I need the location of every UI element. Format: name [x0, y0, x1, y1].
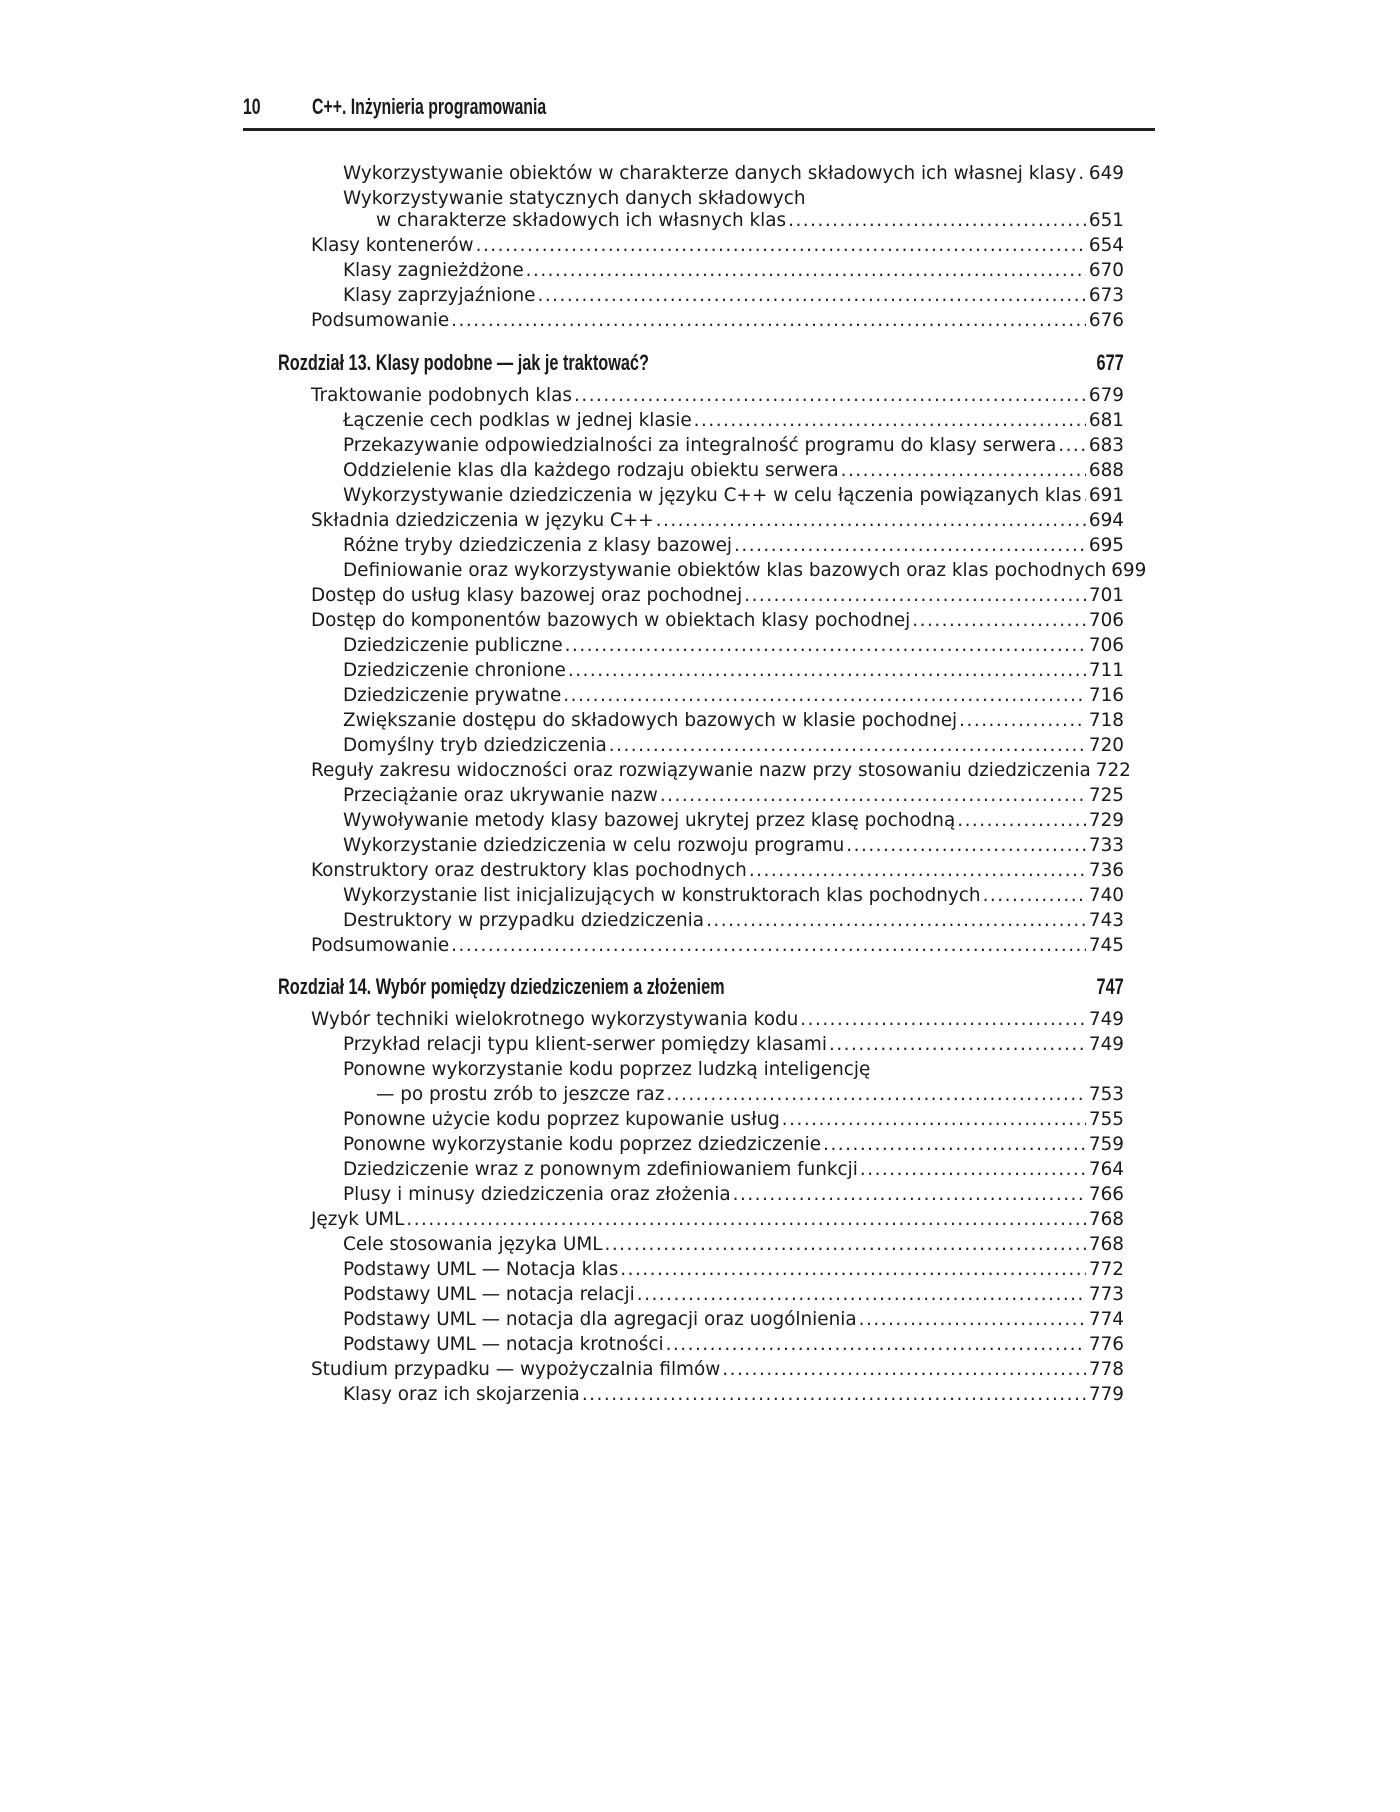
toc-entry: Plusy i minusy dziedziczenia oraz złożenia ..... 766	[343, 1183, 1124, 1207]
toc-entry: Destruktory w przypadku dziedziczenia ..... 743	[343, 909, 1124, 933]
toc-entry: Wykorzystanie list inicjalizujących w konstruktorach klas pochodnych ..... 740	[343, 884, 1124, 908]
leader-dots	[1084, 484, 1086, 508]
chapter-page: 747	[1096, 974, 1124, 999]
toc-entry: Dostęp do komponentów bazowych w obiektach klasy pochodnej ..... 706	[311, 609, 1124, 633]
chapter-heading-14	[278, 974, 1124, 1004]
leader-dots	[406, 1208, 1086, 1232]
toc-entry: Wykorzystanie dziedziczenia w celu rozwoju programu ..... 733	[343, 834, 1124, 858]
leader-dots	[823, 1133, 1086, 1157]
toc-entry: Oddzielenie klas dla każdego rodzaju obiektu serwera ..... 688	[343, 459, 1124, 483]
toc-entry: Cele stosowania języka UML ..... 768	[343, 1233, 1124, 1257]
toc-entry: — po prostu zrób to jeszcze raz ..... 753	[376, 1083, 1124, 1107]
toc-entry: Klasy zaprzyjaźnione ..... 673	[343, 284, 1124, 308]
toc-entry: Dziedziczenie publiczne ..... 706	[343, 634, 1124, 658]
leader-dots	[604, 1233, 1085, 1257]
toc-entry: Klasy kontenerów ..... 654	[311, 234, 1124, 258]
leader-dots	[568, 659, 1086, 683]
toc-entry: Podsumowanie ..... 745	[311, 934, 1124, 958]
leader-dots	[609, 734, 1086, 758]
toc-entry: Dostęp do usług klasy bazowej oraz pochodnej ..... 701	[311, 584, 1124, 608]
toc-entry: Wykorzystywanie obiektów w charakterze danych składowych ich własnej klasy ..... 649	[343, 162, 1124, 186]
leader-dots	[563, 684, 1086, 708]
leader-dots	[957, 809, 1086, 833]
toc-entry: Wywoływanie metody klasy bazowej ukrytej przez klasę pochodną ..... 729	[343, 809, 1124, 833]
leader-dots	[959, 709, 1086, 733]
toc-entry: Łączenie cech podklas w jednej klasie ..... 681	[343, 409, 1124, 433]
leader-dots	[565, 634, 1086, 658]
toc-entry: Klasy oraz ich skojarzenia ..... 779	[343, 1383, 1124, 1407]
leader-dots	[537, 284, 1085, 308]
toc-entry: Ponowne użycie kodu poprzez kupowanie usług ..... 755	[343, 1108, 1124, 1132]
toc-entry: Dziedziczenie wraz z ponownym zdefiniowaniem funkcji ..... 764	[343, 1158, 1124, 1182]
leader-dots	[706, 909, 1086, 933]
toc-entry: Podstawy UML — notacja krotności ..... 776	[343, 1333, 1124, 1357]
leader-dots	[582, 1383, 1086, 1407]
leader-dots	[666, 1333, 1086, 1357]
toc-entry: Klasy zagnieżdżone ..... 670	[343, 259, 1124, 283]
toc-entry: Składnia dziedziczenia w języku C++ ..... 694	[311, 509, 1124, 533]
leader-dots	[841, 459, 1086, 483]
leader-dots	[451, 309, 1086, 333]
leader-dots	[476, 234, 1086, 258]
toc-entry: Przykład relacji typu klient-serwer pomiędzy klasami ..... 749	[343, 1033, 1124, 1057]
chapter-heading-13	[278, 350, 1124, 380]
leader-dots	[451, 934, 1086, 958]
leader-dots	[1058, 434, 1086, 458]
toc-entry: Konstruktory oraz destruktory klas pochodnych ..... 736	[311, 859, 1124, 883]
book-title: C++. Inżynieria programowania	[312, 94, 547, 119]
toc-entry: Zwiększanie dostępu do składowych bazowych w klasie pochodnej ..... 718	[343, 709, 1124, 733]
leader-dots	[1078, 162, 1086, 186]
leader-dots	[782, 1108, 1086, 1132]
leader-dots	[526, 259, 1086, 283]
chapter-title: Rozdział 14. Wybór pomiędzy dziedziczeniem a złożeniem	[278, 974, 725, 999]
toc-entry: Przeciążanie oraz ukrywanie nazw ..... 725	[343, 784, 1124, 808]
toc-entry: Podstawy UML — notacja relacji ..... 773	[343, 1283, 1124, 1307]
toc-entry: Definiowanie oraz wykorzystywanie obiektów klas bazowych oraz klas pochodnych 699	[343, 560, 1147, 581]
leader-dots	[722, 1358, 1086, 1382]
toc-entry: Domyślny tryb dziedziczenia ..... 720	[343, 734, 1124, 758]
toc-entry: Wybór techniki wielokrotnego wykorzystywania kodu ..... 749	[311, 1008, 1124, 1032]
chapter-page: 677	[1096, 350, 1124, 375]
toc-entry: Reguły zakresu widoczności oraz rozwiązywanie nazw przy stosowaniu dziedziczenia 722	[311, 760, 1131, 781]
leader-dots	[666, 1083, 1086, 1107]
toc-entry: Dziedziczenie chronione ..... 711	[343, 659, 1124, 683]
toc-entry: Podstawy UML — Notacja klas ..... 772	[343, 1258, 1124, 1282]
running-header	[243, 94, 1155, 131]
leader-dots	[749, 859, 1086, 883]
toc-entry: Studium przypadku — wypożyczalnia filmów ..... 778	[311, 1358, 1124, 1382]
toc-entry: Wykorzystywanie dziedziczenia w języku C++ w celu łączenia powiązanych klas ..... 691	[343, 484, 1124, 508]
leader-dots	[574, 384, 1086, 408]
leader-dots	[744, 584, 1086, 608]
toc-entry: Przekazywanie odpowiedzialności za integralność programu do klasy serwera ..... 683	[343, 434, 1124, 458]
toc-entry: Podsumowanie ..... 676	[311, 309, 1124, 333]
leader-dots	[983, 884, 1086, 908]
toc-entry: Ponowne wykorzystanie kodu poprzez dziedziczenie ..... 759	[343, 1133, 1124, 1157]
toc-entry: w charakterze składowych ich własnych klas ..... 651	[376, 209, 1124, 233]
toc-entry-first-line: Ponowne wykorzystanie kodu poprzez ludzką inteligencję	[343, 1059, 871, 1080]
leader-dots	[859, 1308, 1086, 1332]
leader-dots	[660, 784, 1086, 808]
toc-entry: Różne tryby dziedziczenia z klasy bazowej ..... 695	[343, 534, 1124, 558]
toc-entry: Dziedziczenie prywatne ..... 716	[343, 684, 1124, 708]
toc-entry-first-line: Wykorzystywanie statycznych danych składowych	[343, 188, 806, 209]
leader-dots	[734, 534, 1086, 558]
leader-dots	[620, 1258, 1086, 1282]
leader-dots	[912, 609, 1086, 633]
leader-dots	[860, 1158, 1086, 1182]
leader-dots	[846, 834, 1086, 858]
toc-entry: Podstawy UML — notacja dla agregacji oraz uogólnienia ..... 774	[343, 1308, 1124, 1332]
chapter-title: Rozdział 13. Klasy podobne — jak je traktować?	[278, 350, 649, 375]
leader-dots	[733, 1183, 1086, 1207]
leader-dots	[637, 1283, 1086, 1307]
leader-dots	[800, 1008, 1086, 1032]
leader-dots	[694, 409, 1086, 433]
leader-dots	[788, 209, 1086, 233]
toc-entry: Traktowanie podobnych klas ..... 679	[311, 384, 1124, 408]
leader-dots	[829, 1033, 1086, 1057]
leader-dots	[656, 509, 1086, 533]
toc-entry: Język UML ..... 768	[311, 1208, 1124, 1232]
page-number: 10	[243, 94, 261, 119]
